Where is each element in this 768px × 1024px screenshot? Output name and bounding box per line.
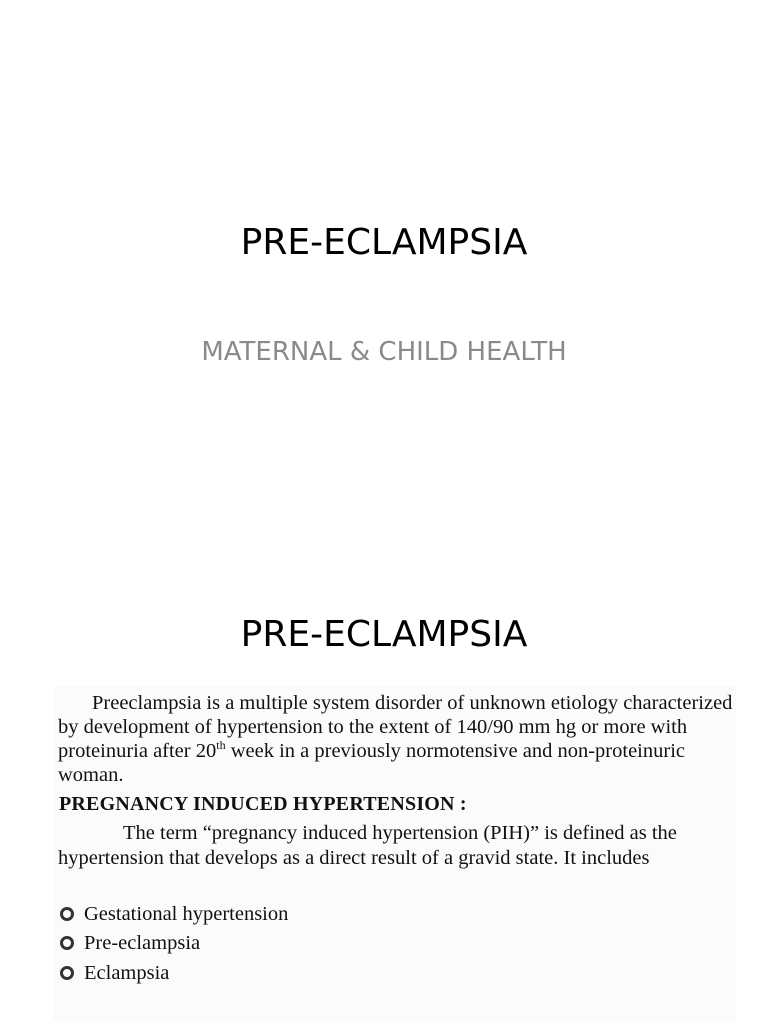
circle-bullet-icon xyxy=(60,966,74,980)
content-slide xyxy=(0,512,768,1024)
section-heading: PREGNANCY INDUCED HYPERTENSION : xyxy=(59,793,467,815)
slide-title: PRE-ECLAMPSIA xyxy=(240,222,528,263)
definition-text-end: week in a previously normotensive and non-proteinuric woman. xyxy=(58,740,685,786)
slide-title: PRE-ECLAMPSIA xyxy=(240,614,528,655)
list-item-label: Eclampsia xyxy=(84,961,170,984)
scanned-text-image xyxy=(53,686,736,1021)
slide-subtitle: MATERNAL & CHILD HEALTH xyxy=(201,337,567,367)
pih-list xyxy=(60,899,288,988)
definition-paragraph xyxy=(58,691,738,787)
list-item-label: Pre-eclampsia xyxy=(84,932,201,955)
definition-text: Preeclampsia is a multiple system disorder of unknown etiology characterized by development of hypertension to the extent of 140/90 mm hg or more with proteinuria after 20 xyxy=(58,692,733,762)
list-item xyxy=(60,899,288,929)
circle-bullet-icon xyxy=(60,936,74,950)
list-item xyxy=(60,958,288,988)
list-item-label: Gestational hypertension xyxy=(84,902,289,925)
circle-bullet-icon xyxy=(60,907,74,921)
pih-paragraph: The term “pregnancy induced hypertension (PIH)” is defined as the hypertension that develops as a direct result of a gravid state. It includes xyxy=(58,822,677,869)
ordinal-suffix: th xyxy=(216,738,226,753)
list-item xyxy=(60,929,288,959)
